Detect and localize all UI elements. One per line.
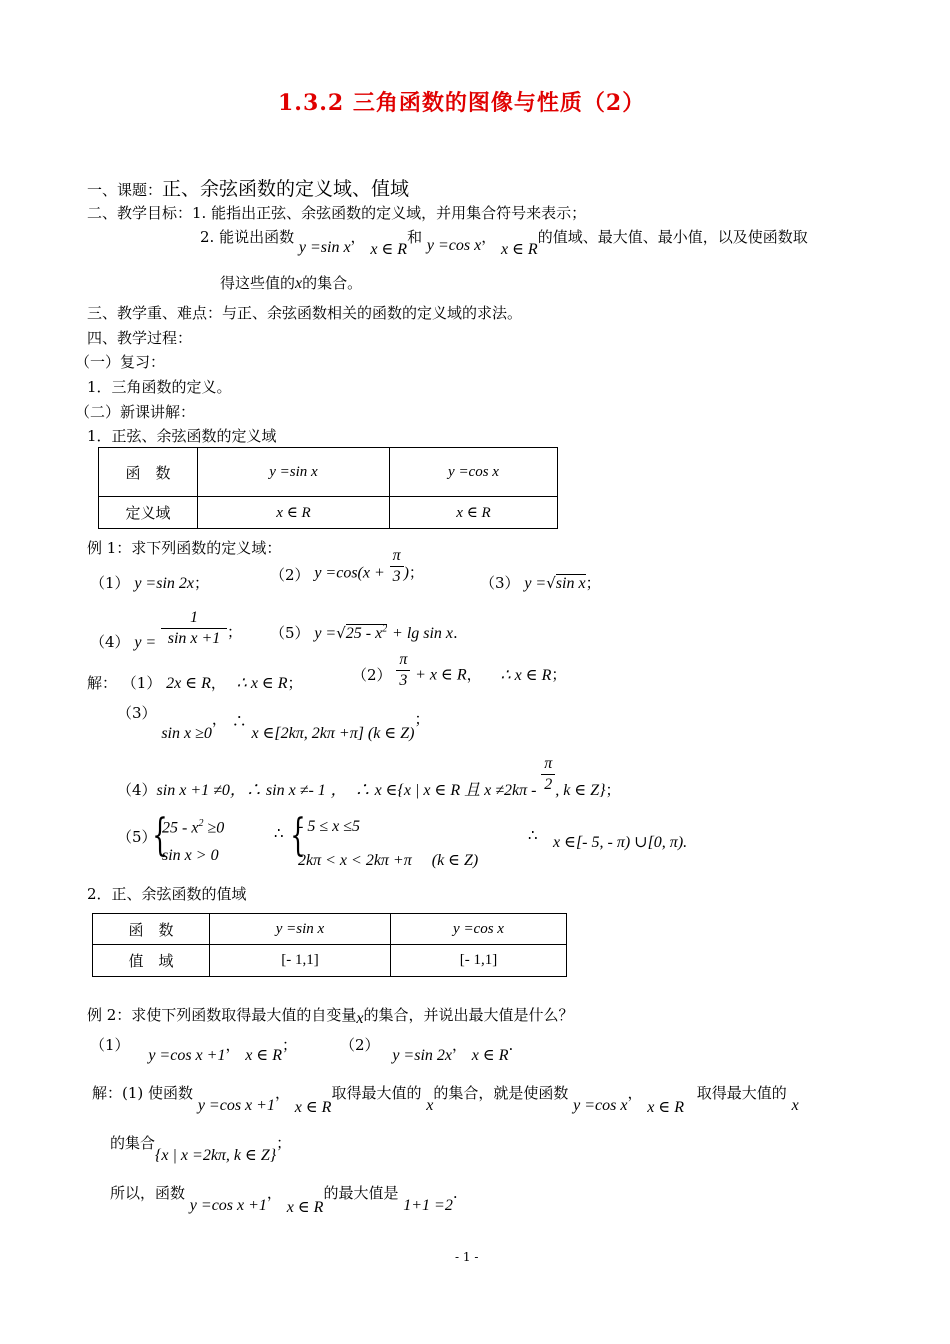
part-2-item-1: 1．正弦、余弦函数的定义域 [87, 427, 277, 445]
sol2-sc: ； [276, 1134, 292, 1152]
sol2-xr-2: x ∈ R [647, 1099, 684, 1116]
table-cell: [- 1,1] [391, 945, 567, 977]
denominator: 3 [392, 568, 401, 585]
solution-1-item-2 [352, 651, 567, 691]
section-2-prefix: 二、教学目标： [87, 204, 193, 222]
ex2-title-a: 例 2：求使下列函数取得最大值的自变量 [87, 1006, 357, 1024]
ex1-radicand-5 [346, 624, 387, 642]
example-1-title: 例 1：求下列函数的定义域： [87, 539, 282, 557]
sol1-fraction-pi-2 [541, 754, 555, 795]
ex2-xr-1: x ∈ R [245, 1047, 282, 1064]
table-cell: y =cos x [391, 914, 567, 945]
sol1-math-1: 2x ∈ R [166, 675, 211, 692]
sol1-step-4: ，∴ sin x ≠- 1 [229, 781, 326, 799]
example-2-title [87, 1004, 573, 1025]
sol1-semi-3: ； [414, 710, 430, 728]
sol1-therefore-3: ∴ [231, 712, 247, 730]
sol2-xr-3: x ∈ R [286, 1199, 324, 1216]
sqrt-icon: √ [336, 624, 346, 642]
sol2-g: y =cos x [573, 1097, 628, 1114]
sol1-dot-5: . [683, 834, 688, 851]
sol1-math-4: sin x +1 ≠0 [156, 781, 230, 799]
part-2-heading: （二）新课讲解： [75, 403, 196, 421]
table-row [99, 497, 558, 529]
sol1-comma-3: ， [211, 710, 227, 728]
goal-2-xr-2: x ∈ R [500, 241, 538, 258]
sol1-sys1-exp: 2 [198, 818, 204, 829]
ex2-title-b: 的集合，并说出最大值是什么？ [363, 1006, 574, 1024]
numerator: π [396, 650, 410, 671]
example-1-item-4 [90, 608, 242, 649]
goal-2-cos: y =cos x [426, 237, 482, 254]
example-1-item-5 [270, 622, 458, 643]
sol2-x: x [426, 1097, 434, 1114]
ex1-func-3a: y = [524, 575, 547, 592]
sol1-system-2-row-1: - 5 ≤ x ≤5 [298, 818, 360, 835]
denominator: 3 [399, 672, 408, 689]
solution-2-line-2 [110, 1132, 292, 1164]
sol1-system-2-row-2: 2kπ < x < 2kπ +π (k ∈ Z) [298, 852, 479, 869]
section-1-prefix: 一、课题： [87, 181, 163, 199]
part-2-item-2: 2．正、余弦函数的值域 [87, 885, 247, 903]
section-3: 三、教学重、难点：与正、余弦函数相关的函数的定义域的求法。 [87, 304, 523, 322]
section-2-line-1 [87, 202, 586, 223]
example-1-row-1 [90, 572, 209, 593]
part-1-heading: （一）复习： [75, 353, 166, 371]
table-cell: x ∈ R [390, 497, 558, 529]
sol2-b: 取得最大值的 [331, 1084, 422, 1102]
sol1-semi-2: ； [551, 665, 567, 684]
sol1-comma-1: ， [210, 674, 226, 692]
table-cell: y =sin x [210, 914, 391, 945]
ex1-dot-5: . [453, 624, 458, 642]
ex1-semi-3: ； [585, 574, 601, 592]
sol2-j: 1+1 =2 [403, 1197, 453, 1214]
goal-1: 1. 能指出正弦、余弦函数的定义域，并用集合符号来表示； [192, 204, 587, 222]
ex1-exp-5: 2 [382, 623, 388, 635]
sol1-semi-4: ； [605, 780, 621, 799]
example-1-item-2 [270, 547, 424, 587]
example-2-item-2 [340, 1034, 514, 1064]
sol1-result-5 [553, 832, 687, 852]
goal-2-x: x [295, 275, 303, 292]
goal-2-comma-2: ， [481, 228, 497, 246]
numerator: π [541, 754, 555, 775]
table-row [93, 945, 567, 977]
sol1-math-2: + x ∈ R [415, 666, 467, 684]
goal-2-a: 2. 能说出函数 [200, 228, 295, 246]
sol2-comma-2: ， [627, 1084, 643, 1102]
table-cell: y =cos x [390, 448, 558, 497]
table-cell: 函 数 [99, 448, 198, 497]
goal-2-comma: ， [350, 228, 366, 246]
ex2-semi-1: ； [281, 1036, 297, 1054]
ex1-func-2b: ) [403, 564, 409, 582]
solution-1-item-4 [117, 755, 621, 799]
ex2-xr-2: x ∈ R [471, 1047, 509, 1064]
part-1-item-1: 1．三角函数的定义。 [87, 378, 232, 396]
goal-2-line [200, 226, 808, 258]
domain-table [98, 447, 558, 529]
solution-2-line-3 [110, 1182, 458, 1216]
ex1-func-5b: 25 - x [345, 625, 383, 642]
range-table [92, 913, 567, 977]
ex2-comma-2: ， [452, 1036, 468, 1054]
ex1-func-2a: y =cos(x + [314, 564, 385, 582]
ex1-label-4: （4） [90, 632, 130, 651]
left-brace-icon: { [152, 810, 168, 861]
sol2-func: y =cos x +1 [197, 1097, 275, 1114]
table-cell: 定义域 [99, 497, 198, 529]
example-2-item-1 [90, 1034, 297, 1064]
sol2-h: 所以，函数 [110, 1184, 186, 1202]
goal-2-d: 的集合。 [302, 274, 363, 292]
ex2-func-2: y =sin 2x [392, 1047, 452, 1064]
sol2-i: 的最大值是 [323, 1184, 399, 1202]
table-cell: y =sin x [198, 448, 390, 497]
ex1-func-1: y =sin 2x [134, 575, 194, 592]
sol1-result-3: x ∈[2kπ, 2kπ +π] (k ∈ Z) [251, 725, 415, 742]
goal-2-line-2 [220, 272, 362, 293]
sol2-a: 解：(1) 使函数 [92, 1084, 194, 1102]
sol2-d: 的集合，就是使函数 [433, 1084, 569, 1102]
ex2-label-2: （2） [340, 1036, 380, 1054]
example-1-item-3 [480, 572, 601, 593]
numerator: 1 [161, 608, 227, 629]
goal-2-b: 的值域、最大值、最小值，以及使函数取 [537, 228, 808, 246]
sol2-xr: x ∈ R [294, 1099, 332, 1116]
ex2-comma-1: ， [225, 1036, 241, 1054]
left-brace-icon: { [290, 810, 306, 861]
ex2-label-1: （1） [90, 1036, 130, 1054]
sol1-result-4a: ， ∴ x ∈{x | x ∈ R 且 x ≠2kπ - [330, 781, 537, 799]
sol1-label-4: （4） [117, 780, 157, 799]
sol1-therefore-5b: ∴ [528, 826, 538, 844]
sol1-label-3: （3） [117, 704, 157, 722]
ex1-fraction-4 [161, 608, 227, 649]
sol2-dot: . [452, 1184, 458, 1202]
goal-2-xr-1: x ∈ R [370, 241, 408, 258]
table-cell: 值 域 [93, 945, 210, 977]
ex1-label-2: （2） [270, 565, 310, 584]
goal-2-he: 和 [407, 228, 423, 246]
ex2-func-1: y =cos x +1 [148, 1047, 226, 1064]
solution-1-item-3 [117, 704, 430, 742]
goal-2-c: 得这些值的 [220, 274, 296, 292]
sol1-system-1-row-2: sin x > 0 [162, 847, 219, 864]
sol1-result-4b: , k ∈ Z} [555, 781, 606, 799]
sol1-label-2: （2） [352, 665, 392, 684]
ex1-label-1: （1） [90, 574, 130, 592]
sqrt-icon: √ [546, 574, 556, 592]
sol1-therefore-5: ∴ [274, 824, 284, 842]
sol2-x-2: x [791, 1097, 799, 1114]
sol1-jie: 解： [87, 674, 118, 692]
sol2-comma-3: ， [266, 1184, 282, 1202]
sol2-comma: ， [274, 1084, 290, 1102]
section-1 [87, 174, 409, 201]
section-4: 四、教学过程： [87, 329, 193, 347]
ex1-func-4a: y = [134, 633, 157, 651]
sol1-sys1-r1b: ≥0 [207, 819, 225, 837]
sol1-sys1-r1: 25 - x [162, 819, 199, 837]
ex1-func-3b: sin x [555, 575, 586, 592]
page-title: 1.3.2 三角函数的图像与性质（2） [278, 90, 646, 116]
sol1-math-3: sin x ≥0 [161, 725, 212, 742]
ex1-semi-1: ； [194, 574, 210, 592]
sol2-set: {x | x =2kπ, k ∈ Z} [155, 1147, 277, 1164]
table-cell: [- 1,1] [210, 945, 391, 977]
table-row [93, 914, 567, 945]
table-cell: x ∈ R [198, 497, 390, 529]
sol1-label-5: （5） [117, 828, 157, 846]
denominator: 2 [544, 776, 553, 793]
denominator: sin x +1 [167, 630, 221, 647]
ex1-label-5: （5） [270, 624, 310, 642]
ex1-semi-2: ； [408, 563, 424, 582]
sol1-label-1: （1） [121, 674, 162, 692]
ex1-func-5c: + lg sin x [392, 625, 454, 642]
sol1-system-1-row-1 [162, 818, 224, 837]
ex2-dot-2: . [508, 1036, 514, 1054]
ex1-func-5a: y = [314, 625, 337, 642]
ex1-semi-4: ； [227, 622, 243, 641]
sol1-semi-1: ； [287, 674, 303, 692]
solution-1-row-1 [87, 672, 303, 693]
solution-2-line-1 [92, 1082, 799, 1116]
sol2-func-2: y =cos x +1 [189, 1197, 267, 1214]
numerator: π [390, 546, 404, 567]
ex1-fraction-pi-3 [390, 546, 404, 587]
goal-2-sin: y =sin x [298, 239, 351, 256]
sol1-result-2: ∴ x ∈ R [500, 666, 552, 684]
section-1-text: 正、余弦函数的定义域、值域 [162, 178, 410, 200]
sol2-e: 取得最大值的 [696, 1084, 787, 1102]
sol2-f2: 的集合 [110, 1134, 156, 1152]
table-row [99, 448, 558, 497]
ex1-label-3: （3） [480, 574, 520, 592]
page-number: - 1 - [455, 1250, 479, 1264]
sol1-comma-2: ， [466, 665, 482, 684]
sol1-result-1: ∴ x ∈ R [236, 675, 288, 692]
sol1-result-5-text: x ∈[- 5, - π) ∪[0, π) [553, 834, 684, 851]
ex2-x: x [356, 1010, 364, 1027]
table-cell: 函 数 [93, 914, 210, 945]
sol1-fraction-pi-3 [396, 650, 410, 691]
